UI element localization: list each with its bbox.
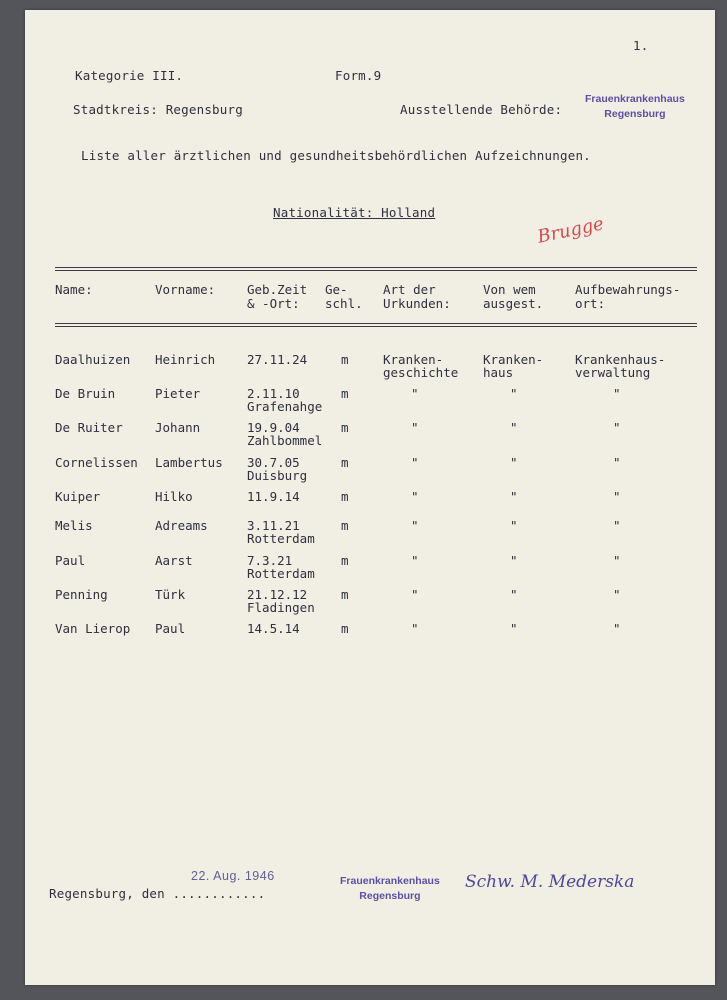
cell-art: ": [411, 587, 419, 602]
cell-geb: 21.12.12 Fladingen: [247, 587, 315, 615]
cell-geschl: m: [341, 553, 349, 568]
hospital-stamp-bottom: [340, 874, 440, 904]
table-top-rule-2: [55, 270, 697, 271]
city-district: Stadtkreis: Regensburg: [73, 102, 243, 117]
cell-name: Paul: [55, 553, 86, 568]
col-storage: Aufbewahrungs- ort:: [575, 282, 681, 311]
stamp-line-1: Frauenkrankenhaus: [585, 93, 685, 105]
cell-von: Kranken- haus: [483, 352, 544, 380]
page-number: 1.: [633, 38, 649, 53]
cell-geschl: m: [341, 587, 349, 602]
document-page: [25, 10, 715, 985]
col-issued-by: Von wem ausgest.: [483, 282, 544, 311]
cell-geschl: m: [341, 518, 349, 533]
cell-geb: 3.11.21 Rotterdam: [247, 518, 315, 546]
table-top-rule: [55, 267, 697, 268]
cell-von: ": [510, 621, 518, 636]
stamp-line-1: Frauenkrankenhaus: [340, 875, 440, 887]
hospital-stamp-top: [585, 92, 685, 122]
cell-geb: 2.11.10 Grafenahge: [247, 386, 323, 414]
issuing-authority-label: Ausstellende Behörde:: [400, 102, 563, 117]
cell-name: Kuiper: [55, 489, 101, 504]
cell-aufb: ": [613, 553, 621, 568]
cell-vorname: Johann: [155, 420, 201, 435]
cell-von: ": [510, 489, 518, 504]
cell-vorname: Türk: [155, 587, 186, 602]
cell-von: ": [510, 553, 518, 568]
cell-art: ": [411, 621, 419, 636]
red-handwritten-note: Brugge: [535, 213, 606, 248]
cell-geschl: m: [341, 621, 349, 636]
cell-geb: 30.7.05 Duisburg: [247, 455, 308, 483]
cell-geschl: m: [341, 455, 349, 470]
document-title: Liste aller ärztlichen und gesundheitsbehördlichen Aufzeichnungen.: [81, 148, 591, 163]
cell-art: ": [411, 455, 419, 470]
cell-aufb: ": [613, 420, 621, 435]
cell-name: Melis: [55, 518, 93, 533]
cell-geschl: m: [341, 489, 349, 504]
cell-art: ": [411, 386, 419, 401]
nationality-heading: Nationalität: Holland: [273, 205, 436, 220]
cell-vorname: Pieter: [155, 386, 201, 401]
cell-art: ": [411, 553, 419, 568]
form-label: Form.9: [335, 68, 382, 83]
cell-vorname: Paul: [155, 621, 186, 636]
cell-name: Penning: [55, 587, 108, 602]
col-vorname: Vorname:: [155, 282, 216, 297]
cell-name: Cornelissen: [55, 455, 138, 470]
cell-aufb: ": [613, 455, 621, 470]
cell-von: ": [510, 386, 518, 401]
cell-von: ": [510, 587, 518, 602]
cell-name: De Bruin: [55, 386, 116, 401]
cell-geb: 19.9.04 Zahlbommel: [247, 420, 323, 448]
cell-geschl: m: [341, 352, 349, 367]
table-header-rule-2: [55, 326, 697, 327]
cell-art: Kranken- geschichte: [383, 352, 459, 380]
cell-name: Van Lierop: [55, 621, 131, 636]
cell-von: ": [510, 455, 518, 470]
signature: Schw. M. Mederska: [465, 872, 635, 892]
cell-geb: 11.9.14: [247, 489, 300, 504]
cell-vorname: Lambertus: [155, 455, 223, 470]
cell-vorname: Heinrich: [155, 352, 216, 367]
col-birth: Geb.Zeit & -Ort:: [247, 282, 308, 311]
cell-name: Daalhuizen: [55, 352, 131, 367]
cell-aufb: ": [613, 518, 621, 533]
place-date-line: Regensburg, den ............: [49, 886, 266, 901]
date-stamp: 22. Aug. 1946: [191, 869, 275, 883]
cell-vorname: Aarst: [155, 553, 193, 568]
table-header-rule: [55, 323, 697, 324]
cell-vorname: Adreams: [155, 518, 208, 533]
col-document-type: Art der Urkunden:: [383, 282, 451, 311]
col-name: Name:: [55, 282, 93, 297]
cell-aufb: ": [613, 621, 621, 636]
cell-art: ": [411, 518, 419, 533]
cell-geschl: m: [341, 420, 349, 435]
cell-von: ": [510, 420, 518, 435]
col-sex: Ge- schl.: [325, 282, 363, 311]
cell-von: ": [510, 518, 518, 533]
cell-geschl: m: [341, 386, 349, 401]
cell-art: ": [411, 420, 419, 435]
cell-geb: 14.5.14: [247, 621, 300, 636]
cell-aufb: Krankenhaus- verwaltung: [575, 352, 666, 380]
cell-aufb: ": [613, 489, 621, 504]
stamp-line-2: Regensburg: [604, 108, 666, 120]
cell-name: De Ruiter: [55, 420, 123, 435]
cell-art: ": [411, 489, 419, 504]
cell-aufb: ": [613, 386, 621, 401]
cell-geb: 27.11.24: [247, 352, 308, 367]
stamp-line-2: Regensburg: [359, 890, 421, 902]
cell-vorname: Hilko: [155, 489, 193, 504]
category-label: Kategorie III.: [75, 68, 184, 83]
cell-aufb: ": [613, 587, 621, 602]
cell-geb: 7.3.21 Rotterdam: [247, 553, 315, 581]
